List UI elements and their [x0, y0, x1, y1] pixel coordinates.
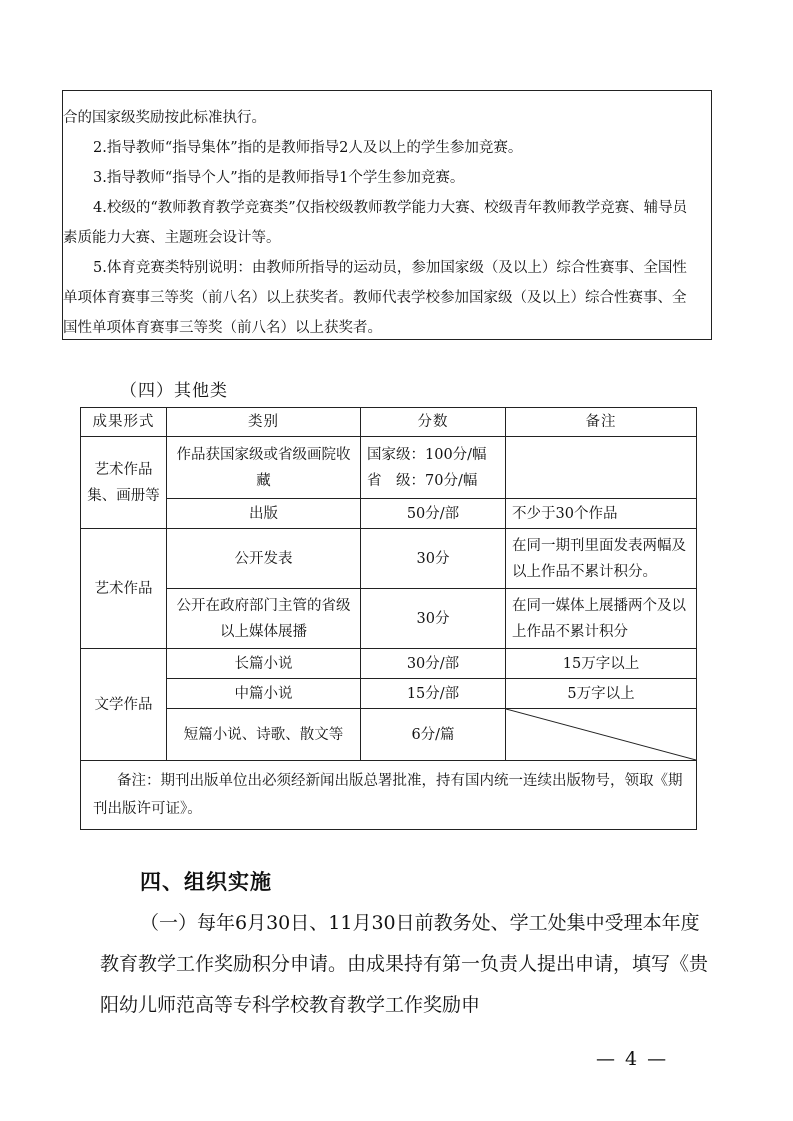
subsection-title: （四）其他类 — [120, 381, 228, 401]
category-cell: 长篇小说 — [167, 649, 361, 679]
score-cell — [361, 437, 506, 499]
note-item-3: 3.指导教师“指导个人”指的是教师指导1个学生参加竞赛。 — [93, 170, 465, 186]
score-cell: 50分/部 — [361, 499, 506, 529]
table-row — [81, 679, 697, 709]
category-cell: 中篇小说 — [167, 679, 361, 709]
form-cell-artwork: 艺术作品 — [81, 529, 167, 649]
remark-cell: 在同一媒体上展播两个及以上作品不累计积分 — [506, 589, 697, 649]
remark-cell: 5万字以上 — [506, 679, 697, 709]
header-remark: 备注 — [506, 408, 697, 437]
footnote-text: 备注：期刊出版单位出必须经新闻出版总署批准，持有国内统一连续出版物号，领取《期刊出版许可证》。 — [93, 773, 683, 817]
table-row — [81, 709, 697, 761]
category-cell: 公开在政府部门主管的省级以上媒体展播 — [167, 589, 361, 649]
category-cell: 出版 — [167, 499, 361, 529]
header-score: 分数 — [361, 408, 506, 437]
score-cell: 30分/部 — [361, 649, 506, 679]
form-cell-literature: 文学作品 — [81, 649, 167, 761]
score-cell: 30分 — [361, 589, 506, 649]
remark-cell: 不少于30个作品 — [506, 499, 697, 529]
table-row — [81, 499, 697, 529]
score-cell: 6分/篇 — [361, 709, 506, 761]
score-provincial: 省 级：70分/幅 — [367, 472, 478, 489]
notes-line-continued: 合的国家级奖励按此标准执行。 — [63, 110, 266, 126]
category-cell: 公开发表 — [167, 529, 361, 589]
diagonal-line — [506, 709, 696, 760]
table-row — [81, 649, 697, 679]
section-heading: 四、组织实施 — [140, 870, 272, 894]
category-cell: 作品获国家级或省级画院收藏 — [167, 437, 361, 499]
body-paragraph-text: （一）每年6月30日、11月30日前教务处、学工处集中受理本年度教育教学工作奖励积分申请。由成果持有第一负责人提出申请，填写《贵阳幼儿师范高等专科学校教育教学工作奖励申 — [100, 912, 709, 1016]
other-category-table — [80, 407, 697, 830]
category-cell: 短篇小说、诗歌、散文等 — [167, 709, 361, 761]
table-header-row — [81, 408, 697, 437]
note-item-4: 4.校级的“教师教育教学竞赛类”仅指校级教师教学能力大赛、校级青年教师教学竞赛、辅导员素质能力大赛、主题班会设计等。 — [63, 200, 688, 246]
remark-cell-empty-diagonal — [506, 709, 697, 761]
header-form: 成果形式 — [81, 408, 167, 437]
form-cell-art-collection: 艺术作品集、画册等 — [81, 437, 167, 529]
table-footnote — [81, 761, 697, 830]
notes-box — [62, 90, 712, 340]
score-national: 国家级：100分/幅 — [367, 446, 487, 463]
table-footnote-row — [81, 761, 697, 830]
remark-cell: 在同一期刊里面发表两幅及以上作品不累计积分。 — [506, 529, 697, 589]
remark-cell — [506, 437, 697, 499]
score-cell: 30分 — [361, 529, 506, 589]
page-number: — 4 — — [596, 1048, 669, 1070]
header-category: 类别 — [167, 408, 361, 437]
table-row — [81, 589, 697, 649]
note-item-2: 2.指导教师“指导集体”指的是教师指导2人及以上的学生参加竞赛。 — [93, 140, 523, 156]
table-row — [81, 437, 697, 499]
remark-cell: 15万字以上 — [506, 649, 697, 679]
table-row — [81, 529, 697, 589]
score-cell: 15分/部 — [361, 679, 506, 709]
note-item-5: 5.体育竞赛类特别说明：由教师所指导的运动员，参加国家级（及以上）综合性赛事、全国性单项体育赛事三等奖（前八名）以上获奖者。教师代表学校参加国家级（及以上）综合性赛事、全国性单项体育赛事三等奖（前八名）以上获奖者。 — [63, 260, 687, 336]
body-paragraph — [100, 903, 712, 1026]
